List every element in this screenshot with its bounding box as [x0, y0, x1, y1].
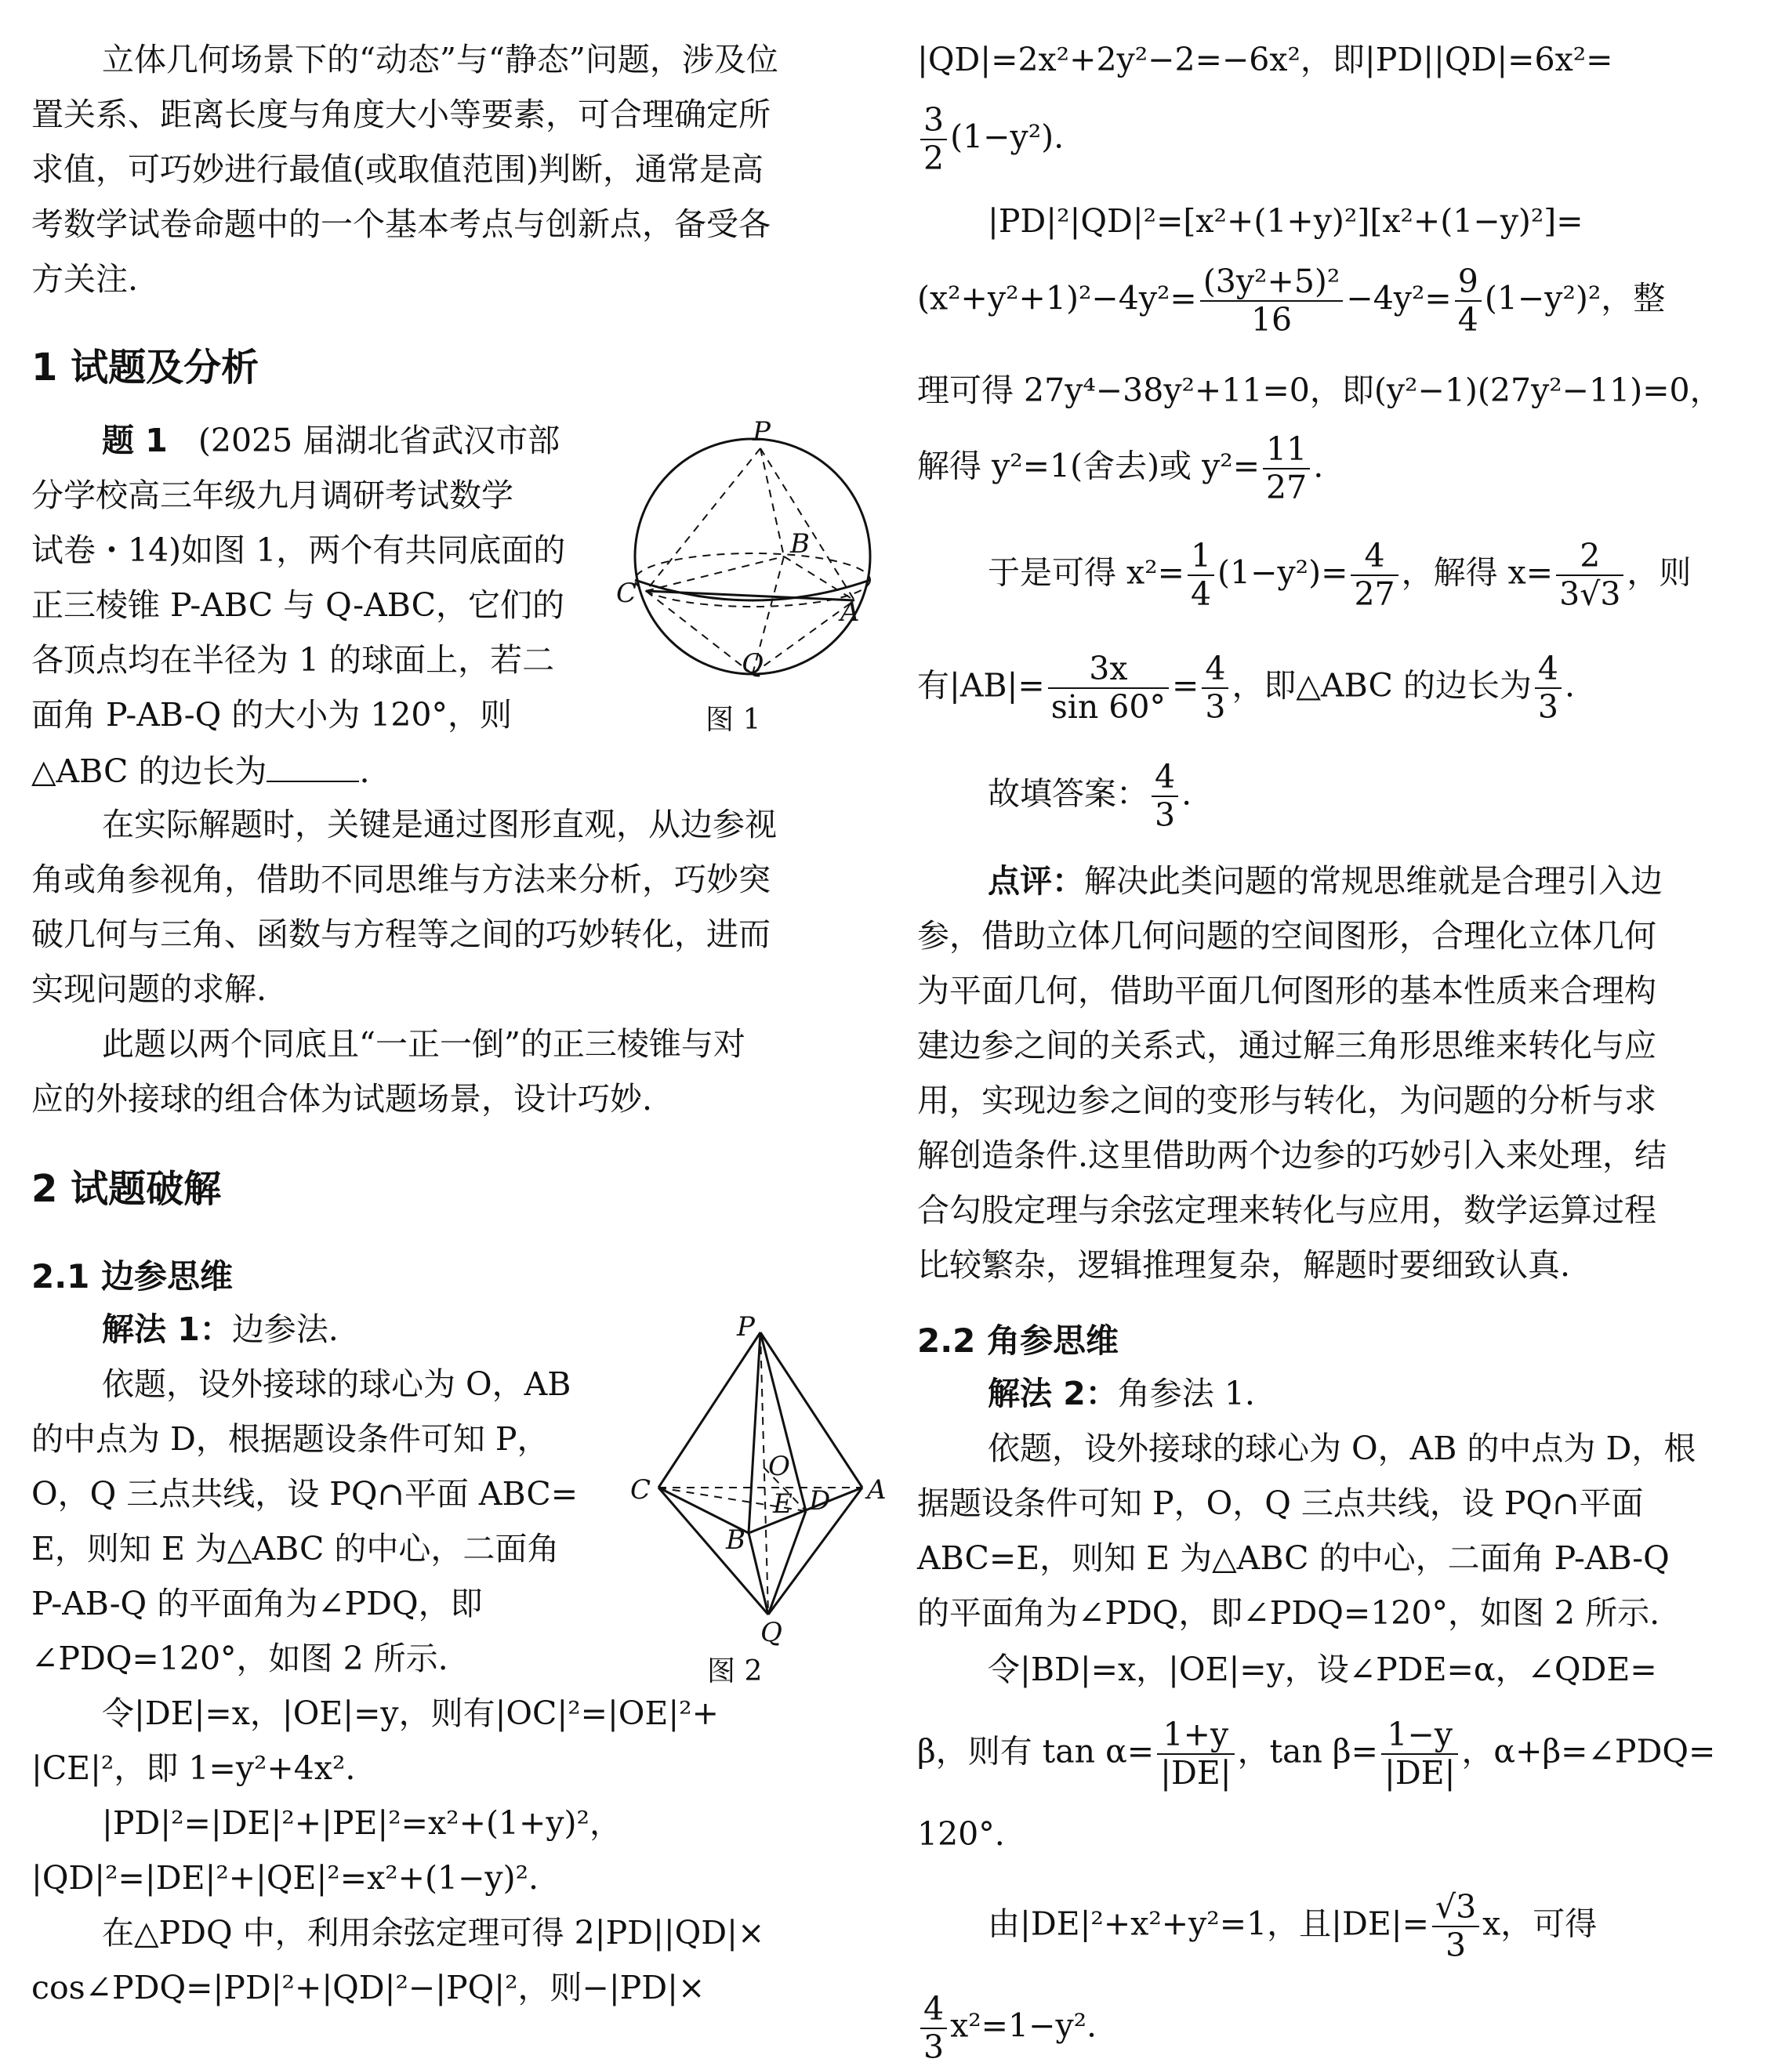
problem-line: 试卷・14)如图 1，两个有共同底面的 [31, 531, 566, 569]
fraction: $\frac{1}{4}$ [1188, 538, 1214, 613]
comment-line: 合勾股定理与余弦定理来转化与应用，数学运算过程 [917, 1191, 1656, 1229]
subsection-2-1-title: 2.1 边参思维 [31, 1257, 234, 1296]
method1-line: ∠PDQ=120°，如图 2 所示. [31, 1640, 448, 1677]
analysis-line: 在实际解题时，关键是通过图形直观，从边参视 [102, 806, 777, 843]
method1-label: 解法 1： [102, 1310, 232, 1348]
derivation-line: $\frac{3}{2}$ (1−y²). [917, 102, 1064, 177]
derivation-line: 解得 y²=1(舍去)或 y²= $\frac{11}{27}$ . [917, 430, 1324, 507]
label-C: C [616, 578, 637, 609]
label-Q: Q [742, 648, 764, 680]
derivation-line: |PD|²|QD|²=[x²+(1+y)²][x²+(1−y)²]= [988, 202, 1583, 240]
problem-line [31, 754, 369, 788]
intro-line: 考数学试卷命题中的一个基本考点与创新点，备受各 [31, 205, 771, 243]
comment-label: 点评： [988, 862, 1084, 900]
label-B: B [790, 528, 810, 560]
method1-line: 令|DE|=x，|OE|=y，则有|OC|²=|OE|²+ [102, 1694, 719, 1732]
label-D: D [809, 1485, 831, 1517]
problem-line [102, 422, 560, 459]
figure-2 [619, 1301, 901, 1646]
derivation-line: 于是可得 x²= $\frac{1}{4}$ (1−y²)= $\frac{4}{27}$ ，解得 x= $\frac{2}{3√3}$ ，则 [988, 537, 1692, 614]
edge-PB [760, 448, 784, 556]
analysis-line: 角或角参视角，借助不同思维与方法来分析，巧妙突 [31, 861, 771, 898]
comment-line: 参，借助立体几何问题的空间图形，合理化立体几何 [917, 917, 1656, 955]
method1-line: 的中点为 D，根据题设条件可知 P， [31, 1420, 550, 1458]
problem-text: △ABC 的边长为 [31, 752, 267, 790]
problem-line: 面角 P-AB-Q 的大小为 120°，则 [31, 696, 513, 734]
fraction: $\frac{4}{3}$ [920, 1991, 947, 2066]
comment-line: 为平面几何，借助平面几何图形的基本性质来合理构 [917, 972, 1656, 1009]
method1-line: |QD|²=|DE|²+|QE|²=x²+(1−y)². [31, 1859, 539, 1897]
derivation-line: 有|AB|= $\frac{3x}{\sin 60^\circ}$ = $\frac{4}{3}$ ，即△ABC 的边长为 $\frac{4}{3}$ . [917, 650, 1576, 727]
derivation-line: 故填答案： $\frac{4}{3}$ . [988, 758, 1192, 835]
derivation-line: 理可得 27y⁴−38y²+11=0，即(y²−1)(27y²−11)=0， [917, 372, 1722, 409]
fraction: $\frac{1+y}{|DE|}$ [1157, 1716, 1234, 1792]
analysis-line: 实现问题的求解. [31, 970, 267, 1008]
analysis-line: 破几何与三角、函数与方程等之间的巧妙转化，进而 [31, 915, 771, 953]
method2-name: 角参法 1. [1117, 1375, 1255, 1412]
method2-line: β，则有 tan α= $\frac{1+y}{|DE|}$ ，tan β= $\frac{1-y}{|DE|}$ ，α+β=∠PDQ= [917, 1716, 1716, 1792]
fraction: $\frac{3x}{\sin 60^\circ}$ [1048, 651, 1169, 726]
method1-line: O，Q 三点共线，设 PQ∩平面 ABC= [31, 1475, 579, 1513]
label-P: P [737, 1311, 755, 1343]
analysis-line: 此题以两个同底且“一正一倒”的正三棱锥与对 [102, 1025, 745, 1063]
label-A: A [840, 596, 860, 628]
method1-line: cos∠PDQ=|PD|²+|QD|²−|PQ|²，则−|PD|× [31, 1969, 706, 2006]
method1-line: E，则知 E 为△ABC 的中心，二面角 [31, 1530, 560, 1568]
section-2-title: 2 试题破解 [31, 1167, 222, 1211]
figure-1 [611, 415, 894, 698]
problem-line: 正三棱锥 P-ABC 与 Q-ABC，它们的 [31, 586, 565, 624]
intro-line: 置关系、距离长度与角度大小等要素，可合理确定所 [31, 96, 771, 133]
comment-line: 用，实现边参之间的变形与转化，为问题的分析与求 [917, 1082, 1656, 1119]
method1-name: 边参法. [231, 1310, 339, 1348]
method2-line: 据题设条件可知 P，O，Q 三点共线，设 PQ∩平面 [917, 1484, 1644, 1522]
sphere-outline [635, 439, 870, 674]
fraction: $\frac{1-y}{|DE|}$ [1381, 1716, 1458, 1792]
problem-line: 各顶点均在半径为 1 的球面上，若二 [31, 641, 555, 679]
fraction: $\frac{9}{4}$ [1455, 263, 1482, 339]
fraction: $\frac{√3}{3}$ [1432, 1889, 1479, 1964]
label-C: C [630, 1474, 651, 1506]
answer-blank [267, 754, 359, 782]
fraction: $\frac{4}{27}$ [1351, 538, 1398, 613]
method1-line [102, 1310, 339, 1348]
fraction: $\frac{4}{3}$ [1202, 651, 1228, 726]
method1-line: 在△PDQ 中，利用余弦定理可得 2|PD||QD|× [102, 1914, 765, 1952]
method1-line: |PD|²=|DE|²+|PE|²=x²+(1+y)²， [102, 1804, 622, 1842]
method2-line: $\frac{4}{3}$ x²=1−y². [917, 1991, 1097, 2066]
edge-PA [760, 448, 854, 600]
method1-line: |CE|²，即 1=y²+4x². [31, 1749, 356, 1787]
axis-PQ [760, 1332, 768, 1615]
comment-line: 比较繁杂，逻辑推理复杂，解题时要细致认真. [917, 1246, 1571, 1284]
intro-line: 立体几何场景下的“动态”与“静态”问题，涉及位 [102, 41, 778, 78]
subsection-2-2-title: 2.2 角参思维 [917, 1321, 1119, 1360]
derivation-line: (x²+y²+1)²−4y²= $\frac{\text{(3y²+5)²}}{16}$ −4y²= $\frac{9}{4}$ (1−y²)²，整 [917, 263, 1666, 339]
method2-line [988, 1375, 1255, 1412]
method1-line: 依题，设外接球的球心为 O，AB [102, 1365, 571, 1403]
method1-line: P-AB-Q 的平面角为∠PDQ，即 [31, 1585, 483, 1622]
comment-line: 解创造条件.这里借助两个边参的巧妙引入来处理，结 [917, 1136, 1667, 1174]
method2-line: ABC=E，则知 E 为△ABC 的中心，二面角 P-AB-Q [917, 1539, 1670, 1577]
fraction: $\frac{\text{(3y²+5)²}}{16}$ [1200, 263, 1344, 339]
edge-PD [760, 1332, 806, 1511]
label-E: E [773, 1488, 793, 1520]
problem-label: 题 1 [102, 422, 168, 459]
fraction: $\frac{3}{2}$ [920, 102, 947, 177]
equator-front [635, 580, 870, 600]
figure-1-caption: 图 1 [706, 704, 761, 736]
fraction: $\frac{4}{3}$ [1152, 759, 1178, 834]
label-A: A [867, 1474, 887, 1506]
method2-line: 依题，设外接球的球心为 O，AB 的中点为 D，根 [988, 1430, 1696, 1467]
label-P: P [753, 416, 771, 448]
fraction: $\frac{11}{27}$ [1263, 431, 1310, 506]
analysis-line: 应的外接球的组合体为试题场景，设计巧妙. [31, 1080, 653, 1118]
label-Q: Q [760, 1617, 782, 1646]
edge-PC [658, 1332, 760, 1488]
method2-line: 令|BD|=x，|OE|=y，设∠PDE=α，∠QDE= [988, 1651, 1657, 1688]
edge-PC [646, 448, 760, 591]
derivation-line: |QD|=2x²+2y²−2=−6x²，即|PD||QD|=6x²= [917, 41, 1613, 78]
fraction: $\frac{4}{3}$ [1535, 651, 1562, 726]
problem-text: (2025 届湖北省武汉市部 [198, 422, 560, 459]
section-1-title: 1 试题及分析 [31, 346, 259, 390]
fraction: $\frac{2}{3√3}$ [1556, 538, 1623, 613]
problem-line: 分学校高三年级九月调研考试数学 [31, 477, 513, 514]
comment-line: 建边参之间的关系式，通过解三角形思维来转化与应 [917, 1027, 1656, 1064]
figure-2-caption: 图 2 [707, 1655, 763, 1687]
label-B: B [726, 1524, 745, 1556]
comment-line: 点评：解决此类问题的常规思维就是合理引入边 [988, 862, 1663, 900]
problem-text: . [359, 752, 370, 790]
intro-line: 求值，可巧妙进行最值(或取值范围)判断，通常是高 [31, 150, 764, 188]
method2-label: 解法 2： [988, 1375, 1118, 1412]
method2-line: 120°. [917, 1815, 1005, 1853]
method2-line: 由|DE|²+x²+y²=1，且|DE|= $\frac{√3}{3}$ x，可得 [988, 1888, 1598, 1965]
method2-line: 的平面角为∠PDQ，即∠PDQ=120°，如图 2 所示. [917, 1594, 1660, 1632]
intro-line: 方关注. [31, 260, 139, 298]
label-O: O [768, 1451, 790, 1482]
edge-QD [768, 1511, 806, 1615]
